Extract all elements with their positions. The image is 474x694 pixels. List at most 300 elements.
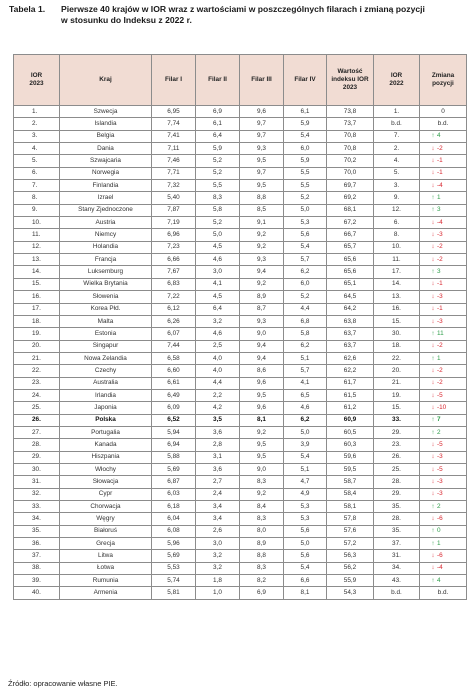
change-value: 1 [437,194,441,202]
country-cell: Czechy [60,365,152,377]
position-change-cell [420,463,467,475]
position-change-cell [420,550,467,562]
table-row [14,130,467,142]
arrow-down-icon: ↓ [431,181,435,189]
arrow-down-icon: ↓ [431,366,435,374]
arrow-down-icon: ↓ [431,169,435,177]
rank-cell: 10. [14,217,60,229]
pillar-4-cell: 6,0 [284,278,327,290]
pillar-3-cell: 8,0 [240,525,284,537]
country-cell: Japonia [60,402,152,414]
pillar-1-cell: 6,04 [152,513,196,525]
ior-2022-cell: 19. [374,389,420,401]
rank-cell: 39. [14,575,60,587]
arrow-down-icon: ↓ [431,144,435,152]
pillar-1-cell: 6,26 [152,315,196,327]
position-change-cell [420,426,467,438]
rank-cell: 28. [14,439,60,451]
pillar-4-cell: 6,2 [284,340,327,352]
change-value: -2 [437,243,443,251]
country-cell: Izrael [60,192,152,204]
rank-cell: 32. [14,488,60,500]
ior-2022-cell: 35. [374,525,420,537]
ior-2022-cell: 14. [374,278,420,290]
rank-cell: 2. [14,118,60,130]
country-cell: Łotwa [60,562,152,574]
rank-cell: 40. [14,587,60,599]
ior-2022-cell: 9. [374,192,420,204]
table-row [14,562,467,574]
ior-2022-cell: 6. [374,217,420,229]
arrow-down-icon: ↓ [431,292,435,300]
ior-2022-cell: 28. [374,513,420,525]
position-change-cell [420,204,467,216]
pillar-3-cell: 8,5 [240,204,284,216]
pillar-2-cell: 6,9 [196,106,240,118]
pillar-2-cell: 5,2 [196,217,240,229]
pillar-1-cell: 6,87 [152,476,196,488]
ior-2022-cell: 25. [374,463,420,475]
pillar-2-cell: 3,2 [196,315,240,327]
table-row [14,389,467,401]
rank-cell: 18. [14,315,60,327]
pillar-1-cell: 6,18 [152,501,196,513]
pillar-1-cell: 7,87 [152,204,196,216]
pillar-2-cell: 3,2 [196,562,240,574]
ior-2022-cell: 31. [374,550,420,562]
change-value: -2 [437,144,443,152]
pillar-4-cell: 6,2 [284,266,327,278]
change-value: -3 [437,490,443,498]
position-change-cell [420,192,467,204]
table-row [14,328,467,340]
change-value: 0 [441,107,445,115]
rank-cell: 33. [14,501,60,513]
country-cell: Nowa Zelandia [60,352,152,364]
pillar-4-cell: 5,1 [284,352,327,364]
pillar-2-cell: 2,6 [196,525,240,537]
country-cell: Węgry [60,513,152,525]
index-value-cell: 70,8 [327,143,374,155]
rank-cell: 14. [14,266,60,278]
country-cell: Malta [60,315,152,327]
position-change-cell [420,340,467,352]
index-value-cell: 60,3 [327,439,374,451]
index-value-cell: 69,7 [327,180,374,192]
pillar-4-cell: 5,3 [284,501,327,513]
change-value: b.d. [437,120,449,128]
table-row [14,167,467,179]
index-value-cell: 57,6 [327,525,374,537]
pillar-2-cell: 2,2 [196,389,240,401]
index-value-cell: 54,3 [327,587,374,599]
country-cell: Chorwacja [60,501,152,513]
rank-cell: 17. [14,303,60,315]
table-row [14,501,467,513]
country-cell: Australia [60,377,152,389]
rank-cell: 19. [14,328,60,340]
ior-2022-cell: 11. [374,254,420,266]
pillar-1-cell: 6,07 [152,328,196,340]
pillar-3-cell: 9,4 [240,340,284,352]
index-value-cell: 61,5 [327,389,374,401]
pillar-2-cell: 4,6 [196,254,240,266]
pillar-2-cell: 4,4 [196,377,240,389]
change-value: 1 [437,354,441,362]
pillar-4-cell: 5,2 [284,192,327,204]
change-value: 11 [437,329,444,337]
ior-2022-cell: 22. [374,352,420,364]
arrow-up-icon: ↑ [431,502,435,510]
index-value-cell: 70,2 [327,155,374,167]
country-cell: Wielka Brytania [60,278,152,290]
ior-2022-cell: b.d. [374,118,420,130]
pillar-3-cell: 9,4 [240,352,284,364]
country-cell: Cypr [60,488,152,500]
arrow-up-icon: ↑ [431,527,435,535]
country-cell: Belgia [60,130,152,142]
arrow-up-icon: ↑ [431,194,435,202]
country-cell: Litwa [60,550,152,562]
table-row [14,377,467,389]
country-cell: Norwegia [60,167,152,179]
pillar-3-cell: 9,0 [240,463,284,475]
ior-2022-cell: 15. [374,315,420,327]
pillar-4-cell: 6,0 [284,143,327,155]
table-row [14,180,467,192]
arrow-down-icon: ↓ [431,305,435,313]
country-cell: Singapur [60,340,152,352]
ior-2022-cell: 34. [374,562,420,574]
pillar-1-cell: 5,88 [152,451,196,463]
ior-2022-cell: 29. [374,426,420,438]
index-value-cell: 65,1 [327,278,374,290]
header-ior-2022: IOR 2022 [374,55,420,106]
arrow-up-icon: ↑ [431,329,435,337]
position-change-cell [420,488,467,500]
change-value: -2 [437,255,443,263]
rank-cell: 25. [14,402,60,414]
table-header-row [14,55,467,106]
arrow-down-icon: ↓ [431,243,435,251]
arrow-down-icon: ↓ [431,255,435,263]
arrow-down-icon: ↓ [431,552,435,560]
pillar-4-cell: 5,4 [284,451,327,463]
arrow-down-icon: ↓ [431,157,435,165]
arrow-down-icon: ↓ [431,391,435,399]
table-row [14,488,467,500]
rank-cell: 26. [14,414,60,426]
pillar-1-cell: 5,81 [152,587,196,599]
ior-2022-cell: 8. [374,229,420,241]
pillar-1-cell: 6,94 [152,439,196,451]
pillar-3-cell: 9,4 [240,266,284,278]
pillar-4-cell: 5,5 [284,167,327,179]
index-value-cell: 61,7 [327,377,374,389]
pillar-1-cell: 7,32 [152,180,196,192]
ior-2022-cell: 17. [374,266,420,278]
pillar-2-cell: 4,5 [196,291,240,303]
arrow-down-icon: ↓ [431,465,435,473]
ior-2022-cell: 5. [374,167,420,179]
arrow-down-icon: ↓ [431,218,435,226]
rank-cell: 7. [14,180,60,192]
country-cell: Finlandia [60,180,152,192]
country-cell: Słowacja [60,476,152,488]
pillar-3-cell: 9,3 [240,254,284,266]
table-row [14,118,467,130]
change-value: 7 [437,416,441,424]
position-change-cell [420,303,467,315]
table-row [14,241,467,253]
change-value: -10 [437,403,447,411]
index-value-cell: 64,2 [327,303,374,315]
ior-2022-cell: 23. [374,439,420,451]
pillar-2-cell: 5,5 [196,180,240,192]
table-row [14,278,467,290]
pillar-2-cell: 1,0 [196,587,240,599]
index-value-cell: 60,5 [327,426,374,438]
pillar-2-cell: 3,0 [196,538,240,550]
pillar-1-cell: 7,11 [152,143,196,155]
index-value-cell: 62,6 [327,352,374,364]
rank-cell: 15. [14,278,60,290]
pillar-2-cell: 3,4 [196,513,240,525]
pillar-2-cell: 2,7 [196,476,240,488]
country-cell: Grecja [60,538,152,550]
pillar-2-cell: 2,5 [196,340,240,352]
pillar-3-cell: 9,0 [240,328,284,340]
pillar-4-cell: 4,7 [284,476,327,488]
pillar-1-cell: 7,41 [152,130,196,142]
ior-2022-cell: 4. [374,155,420,167]
change-value: -3 [437,231,443,239]
ior-2022-cell: 30. [374,328,420,340]
pillar-4-cell: 6,1 [284,106,327,118]
pillar-4-cell: 6,2 [284,414,327,426]
index-value-cell: 65,6 [327,254,374,266]
pillar-2-cell: 5,2 [196,155,240,167]
pillar-4-cell: 6,6 [284,575,327,587]
change-value: -1 [437,305,443,313]
arrow-up-icon: ↑ [431,428,435,436]
table-row [14,254,467,266]
pillar-4-cell: 5,5 [284,180,327,192]
pillar-4-cell: 5,6 [284,550,327,562]
index-value-cell: 70,0 [327,167,374,179]
pillar-3-cell: 9,3 [240,315,284,327]
change-value: -2 [437,342,443,350]
index-value-cell: 59,6 [327,451,374,463]
index-value-cell: 70,8 [327,130,374,142]
arrow-down-icon: ↓ [431,453,435,461]
pillar-4-cell: 4,6 [284,402,327,414]
index-value-cell: 63,7 [327,340,374,352]
position-change-cell [420,476,467,488]
table-row [14,587,467,599]
pillar-3-cell: 9,2 [240,278,284,290]
pillar-1-cell: 5,40 [152,192,196,204]
table-row [14,414,467,426]
pillar-4-cell: 5,0 [284,426,327,438]
arrow-down-icon: ↓ [431,490,435,498]
index-value-cell: 64,5 [327,291,374,303]
pillar-4-cell: 5,3 [284,217,327,229]
rank-cell: 29. [14,451,60,463]
rank-cell: 9. [14,204,60,216]
change-value: 4 [437,576,441,584]
pillar-1-cell: 6,58 [152,352,196,364]
change-value: -5 [437,465,443,473]
change-value: -2 [437,379,443,387]
table-row [14,426,467,438]
country-cell: Estonia [60,328,152,340]
change-value: -1 [437,157,443,165]
pillar-1-cell: 6,66 [152,254,196,266]
pillar-1-cell: 5,74 [152,575,196,587]
country-cell: Armenia [60,587,152,599]
pillar-2-cell: 6,4 [196,130,240,142]
change-value: -3 [437,317,443,325]
position-change-cell [420,501,467,513]
table-row [14,340,467,352]
pillar-3-cell: 9,5 [240,451,284,463]
caption-line-2: w stosunku do Indeksu z 2022 r. [61,15,192,25]
pillar-1-cell: 6,49 [152,389,196,401]
pillar-4-cell: 5,9 [284,118,327,130]
pillar-4-cell: 5,3 [284,513,327,525]
rank-cell: 27. [14,426,60,438]
country-cell: Szwecja [60,106,152,118]
arrow-up-icon: ↑ [431,206,435,214]
index-value-cell: 63,8 [327,315,374,327]
header-pillar-2: Filar II [196,55,240,106]
change-value: -3 [437,477,443,485]
table-row [14,266,467,278]
pillar-3-cell: 8,9 [240,538,284,550]
pillar-1-cell: 6,96 [152,229,196,241]
index-value-cell: 58,1 [327,501,374,513]
rank-cell: 30. [14,463,60,475]
country-cell: Słowenia [60,291,152,303]
pillar-4-cell: 5,4 [284,562,327,574]
table-row [14,525,467,537]
index-value-cell: 56,3 [327,550,374,562]
pillar-3-cell: 8,6 [240,365,284,377]
pillar-3-cell: 9,6 [240,106,284,118]
pillar-4-cell: 5,4 [284,130,327,142]
rank-cell: 12. [14,241,60,253]
arrow-down-icon: ↓ [431,231,435,239]
arrow-down-icon: ↓ [431,342,435,350]
pillar-2-cell: 4,5 [196,241,240,253]
pillar-2-cell: 3,0 [196,266,240,278]
arrow-down-icon: ↓ [431,379,435,387]
ior-2022-cell: 3. [374,180,420,192]
position-change-cell [420,254,467,266]
pillar-3-cell: 8,9 [240,291,284,303]
pillar-1-cell: 7,44 [152,340,196,352]
pillar-3-cell: 9,7 [240,130,284,142]
index-value-cell: 65,6 [327,266,374,278]
change-value: -4 [437,218,443,226]
pillar-1-cell: 7,23 [152,241,196,253]
country-cell: Szwajcaria [60,155,152,167]
ior-2022-cell: 33. [374,414,420,426]
position-change-cell [420,180,467,192]
pillar-4-cell: 5,6 [284,525,327,537]
pillar-2-cell: 4,2 [196,402,240,414]
index-value-cell: 67,2 [327,217,374,229]
pillar-1-cell: 6,09 [152,402,196,414]
pillar-1-cell: 6,61 [152,377,196,389]
pillar-2-cell: 2,8 [196,439,240,451]
ior-2022-cell: 37. [374,538,420,550]
rank-cell: 37. [14,550,60,562]
pillar-1-cell: 7,74 [152,118,196,130]
pillar-4-cell: 4,9 [284,488,327,500]
country-cell: Francja [60,254,152,266]
header-pillar-1: Filar I [152,55,196,106]
arrow-down-icon: ↓ [431,280,435,288]
table-row [14,192,467,204]
pillar-4-cell: 5,0 [284,204,327,216]
position-change-cell [420,143,467,155]
change-value: -3 [437,292,443,300]
pillar-2-cell: 2,4 [196,488,240,500]
country-cell: Polska [60,414,152,426]
change-value: -5 [437,440,443,448]
pillar-2-cell: 5,0 [196,229,240,241]
change-value: -6 [437,515,443,523]
country-cell: Korea Płd. [60,303,152,315]
source-note: Źródło: opracowanie własne PIE. [8,679,118,688]
pillar-2-cell: 4,0 [196,365,240,377]
pillar-3-cell: 9,2 [240,241,284,253]
pillar-2-cell: 3,1 [196,451,240,463]
ior-2022-cell: 26. [374,451,420,463]
table-row [14,402,467,414]
ior-2022-cell: 10. [374,241,420,253]
country-cell: Hiszpania [60,451,152,463]
pillar-1-cell: 6,12 [152,303,196,315]
arrow-up-icon: ↑ [431,539,435,547]
pillar-1-cell: 7,71 [152,167,196,179]
index-value-cell: 66,7 [327,229,374,241]
table-row [14,229,467,241]
pillar-3-cell: 9,2 [240,229,284,241]
pillar-2-cell: 3,5 [196,414,240,426]
position-change-cell [420,389,467,401]
position-change-cell [420,328,467,340]
rank-cell: 11. [14,229,60,241]
pillar-3-cell: 8,3 [240,476,284,488]
change-value: 4 [437,132,441,140]
pillar-3-cell: 8,2 [240,575,284,587]
pillar-1-cell: 5,53 [152,562,196,574]
table-caption [9,4,469,26]
change-value: 2 [437,428,441,436]
pillar-1-cell: 6,52 [152,414,196,426]
table-row [14,303,467,315]
pillar-1-cell: 7,67 [152,266,196,278]
pillar-2-cell: 3,4 [196,501,240,513]
change-value: 3 [437,268,441,276]
country-cell: Włochy [60,463,152,475]
index-value-cell: 73,8 [327,106,374,118]
pillar-3-cell: 8,7 [240,303,284,315]
table-row [14,291,467,303]
